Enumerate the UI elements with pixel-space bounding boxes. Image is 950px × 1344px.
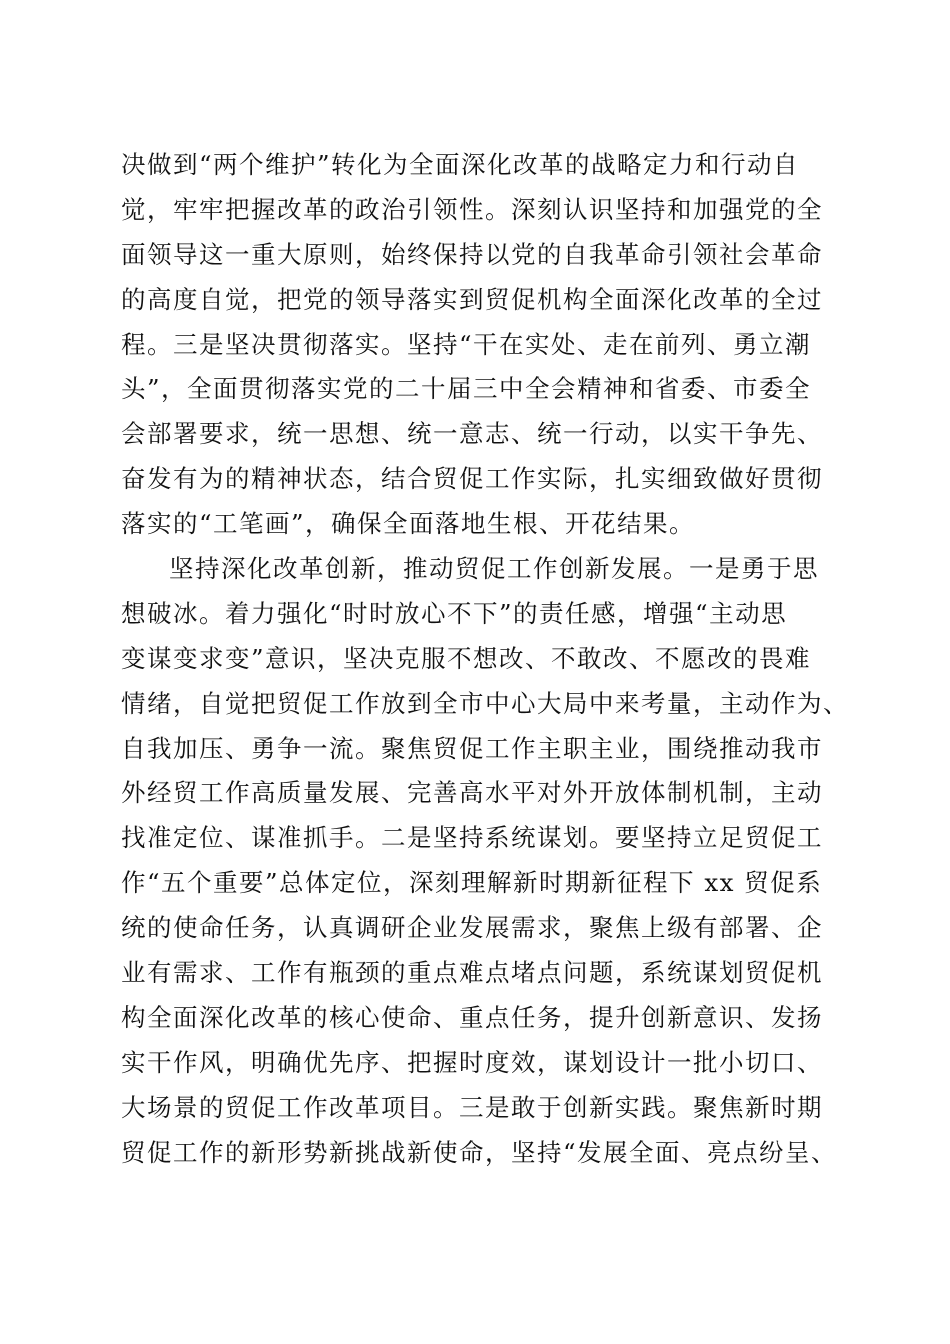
text-line: 统的使命任务，认真调研企业发展需求，聚焦上级有部署、企 (121, 913, 823, 943)
text-line: 奋发有为的精神状态，结合贸促工作实际，扎实细致做好贯彻 (121, 464, 823, 494)
text-line: 贸促工作的新形势新挑战新使命，坚持“发展全面、亮点纷呈、 (121, 1137, 838, 1167)
text-line: 会部署要求，统一思想、统一意志、统一行动，以实干争先、 (121, 419, 823, 449)
paragraph-2 (121, 547, 849, 1175)
text-line: 大场景的贸促工作改革项目。三是敢于创新实践。聚焦新时期 (121, 1092, 823, 1122)
text-line: 决做到“两个维护”转化为全面深化改革的战略定力和行动自 (121, 150, 800, 179)
text-line: 的高度自觉，把党的领导落实到贸促机构全面深化改革的全过 (121, 284, 823, 314)
text-line: 找准定位、谋准抓手。二是坚持系统谋划。要坚持立足贸促工 (121, 823, 823, 853)
text-line: 情绪，自觉把贸促工作放到全市中心大局中来考量，主动作为、 (121, 688, 849, 718)
text-line: 落实的“工笔画”，确保全面落地生根、开花结果。 (121, 509, 696, 539)
text-line: 变谋变求变”意识，坚决克服不想改、不敢改、不愿改的畏难 (121, 643, 812, 673)
text-line: 实干作风，明确优先序、把握时度效，谋划设计一批小切口、 (121, 1047, 823, 1077)
text-line: 构全面深化改革的核心使命、重点任务，提升创新意识、发扬 (121, 1002, 823, 1032)
text-line: 面领导这一重大原则，始终保持以党的自我革命引领社会革命 (121, 239, 823, 269)
paragraph-1 (121, 143, 841, 547)
body-text (121, 143, 849, 1175)
text-line: 作“五个重要”总体定位，深刻理解新时期新征程下 xx 贸促系 (121, 868, 823, 898)
text-line: 自我加压、勇争一流。聚焦贸促工作主职主业，围绕推动我市 (121, 733, 823, 763)
text-line: 业有需求、工作有瓶颈的重点难点堵点问题，系统谋划贸促机 (121, 958, 823, 988)
text-line: 程。三是坚决贯彻落实。坚持“干在实处、走在前列、勇立潮 (121, 329, 812, 359)
text-line: 头”，全面贯彻落实党的二十届三中全会精神和省委、市委全 (121, 374, 812, 404)
text-line: 觉，牢牢把握改革的政治引领性。深刻认识坚持和加强党的全 (121, 194, 823, 224)
text-line: 外经贸工作高质量发展、完善高水平对外开放体制机制，主动 (121, 778, 823, 808)
text-line: 想破冰。着力强化“时时放心不下”的责任感，增强“主动思 (121, 598, 788, 628)
text-line-first-indented: 坚持深化改革创新，推动贸促工作创新发展。一是勇于思 (169, 554, 819, 584)
